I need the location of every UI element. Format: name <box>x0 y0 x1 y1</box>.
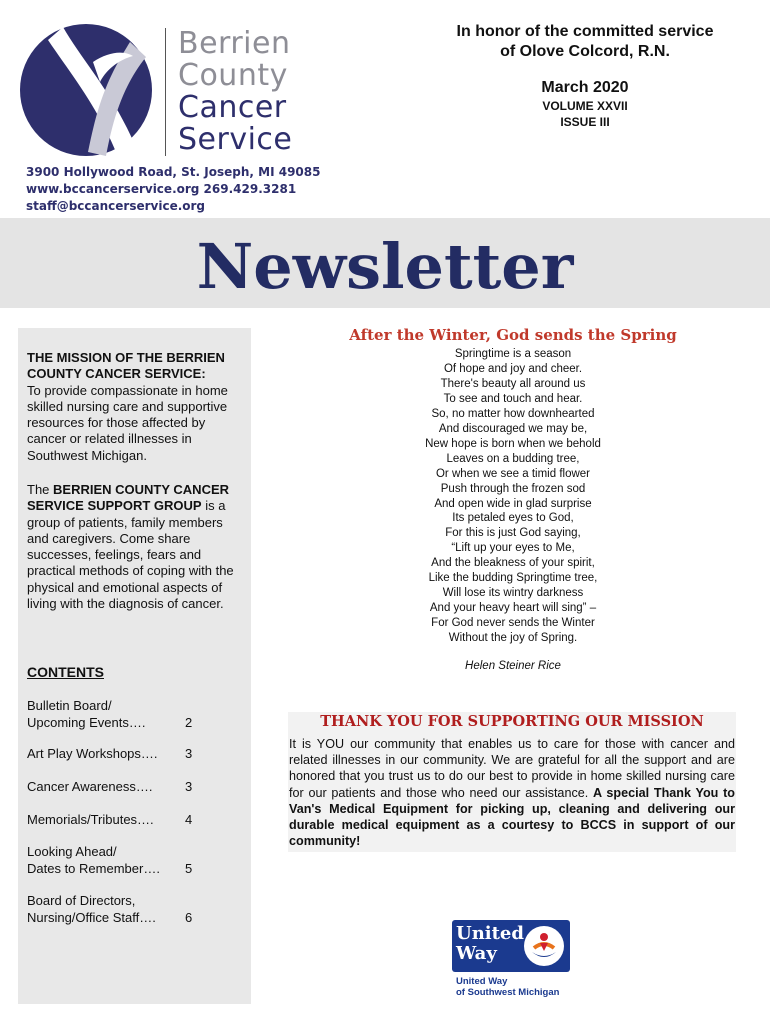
poem-line: Will lose its wintry darkness <box>442 587 584 600</box>
mission-body: To provide compassionate in home skilled nursing care and supportive resources for those affected by cancer or related illnesses in Southwest Michigan. <box>27 382 228 463</box>
poem-line: And your heavy heart will sing” – <box>429 602 597 615</box>
toc-item <box>27 844 227 877</box>
issue-date: March 2020 <box>541 79 629 96</box>
toc-item-label: Art Play Workshops…. <box>27 746 158 761</box>
mission-heading: THE MISSION OF THE BERRIEN COUNTY CANCER SERVICE: <box>27 350 225 382</box>
poem-line: For God never sends the Winter <box>431 617 595 630</box>
ribbon-logo-icon <box>18 22 163 162</box>
united-way-logo <box>452 920 572 1000</box>
united-way-caption-line: United Way <box>456 976 508 987</box>
support-prefix: The <box>27 482 54 497</box>
poem-line: To see and touch and hear. <box>443 392 583 405</box>
toc-item-label: Looking Ahead/ <box>27 844 117 859</box>
logo-word-berrien: Berrien <box>178 26 291 61</box>
poem-line: Or when we see a timid flower <box>435 467 591 480</box>
issue-header <box>430 22 740 130</box>
toc-item-label: Board of Directors, <box>27 893 136 908</box>
toc-page-number: 5 <box>185 860 193 876</box>
support-body: is a group of patients, family members and caregivers. Come share successes, feelings, fears and practical methods of coping with the physical and emotional aspects of living with the diagnosis of cancer. <box>27 498 234 612</box>
honor-line-1: In honor of the committed service <box>456 23 714 40</box>
toc-item <box>27 698 227 731</box>
toc-item <box>27 779 227 796</box>
poem-line: And discouraged we may be, <box>438 422 588 435</box>
poem-line: And open wide in glad surprise <box>434 497 592 510</box>
united-way-caption-line: of Southwest Michigan <box>456 987 560 998</box>
thank-you-bold-text: A special Thank You to Van's Medical Equipment for picking up, cleaning and delivering our durable medical equipment as a courtesy to BCCS in support of our community! <box>289 785 735 849</box>
poem-line: Springtime is a season <box>454 348 572 360</box>
toc-item-label: Dates to Remember…. <box>27 860 160 876</box>
poem-title: After the Winter, God sends the Spring <box>349 326 677 344</box>
poem-line: “Lift up your eyes to Me, <box>451 542 575 555</box>
poem-line: New hope is born when we behold <box>425 437 601 450</box>
logo-divider <box>165 28 166 156</box>
organization-logo <box>18 22 308 162</box>
toc-item-label: Nursing/Office Staff…. <box>27 909 156 925</box>
toc-item-label: Cancer Awareness…. <box>27 779 153 794</box>
issue-volume: VOLUME XXVII <box>542 99 628 113</box>
logo-word-service: Service <box>178 122 293 157</box>
poem-line: Like the budding Springtime tree, <box>428 572 598 585</box>
contact-info <box>26 164 320 215</box>
toc-page-number: 3 <box>185 746 193 761</box>
email: staff@bccancerservice.org <box>26 199 206 213</box>
thank-you-body <box>289 736 735 849</box>
toc-item <box>27 746 227 763</box>
logo-word-cancer: Cancer <box>178 90 287 125</box>
poem-line: For this is just God saying, <box>445 527 581 540</box>
toc-page-number: 6 <box>185 909 193 925</box>
toc-item <box>27 812 227 829</box>
poem-line: Of hope and joy and cheer. <box>443 362 583 375</box>
poem-line: Push through the frozen sod <box>440 482 586 495</box>
toc-page-number: 2 <box>185 714 193 730</box>
poem-line: Leaves on a budding tree, <box>446 452 580 465</box>
toc-item <box>27 893 227 926</box>
united-way-wordmark <box>456 924 524 964</box>
website-phone: www.bccancerservice.org 269.429.3281 <box>26 182 297 196</box>
contents-heading: CONTENTS <box>27 664 104 680</box>
logo-word-county: County <box>178 58 288 93</box>
mission-statement <box>27 350 245 464</box>
thank-you-heading: THANK YOU FOR SUPPORTING OUR MISSION <box>320 713 704 730</box>
united-way-caption <box>456 976 559 998</box>
toc-item-label: Memorials/Tributes…. <box>27 812 154 827</box>
honor-line-2: of Olove Colcord, R.N. <box>500 43 670 60</box>
page-title: Newsletter <box>196 230 574 303</box>
toc-page-number: 4 <box>185 812 193 827</box>
issue-number: ISSUE III <box>560 115 610 129</box>
poem-line: And the bleakness of your spirit, <box>431 557 595 570</box>
support-group-name: BERRIEN COUNTY CANCER SERVICE SUPPORT GROUP <box>27 482 230 514</box>
toc-item-label: Bulletin Board/ <box>27 698 112 713</box>
poem-line: Its petaled eyes to God, <box>452 512 574 525</box>
poem-body <box>290 347 736 646</box>
toc-page-number: 3 <box>185 779 193 794</box>
united-way-word: Way <box>456 943 497 964</box>
poem-line: There's beauty all around us <box>440 377 586 390</box>
poem-line: So, no matter how downhearted <box>431 407 595 420</box>
support-group-info <box>27 482 245 612</box>
poem-line: Without the joy of Spring. <box>448 632 578 645</box>
address: 3900 Hollywood Road, St. Joseph, MI 49085 <box>26 165 321 179</box>
united-way-badge <box>452 920 570 972</box>
helping-hand-icon <box>524 926 564 966</box>
poem-author: Helen Steiner Rice <box>465 660 561 672</box>
honor-line <box>430 22 740 62</box>
toc-item-label: Upcoming Events…. <box>27 714 146 730</box>
thank-you-text: It is YOU our community that enables us to care for those with cancer and related illnesses in our community. We are grateful for all the support and are honored that you trust us to do our best to provide in home skilled nursing care for our patients and those who need our assistance. <box>289 737 735 800</box>
united-way-word: United <box>456 923 524 944</box>
